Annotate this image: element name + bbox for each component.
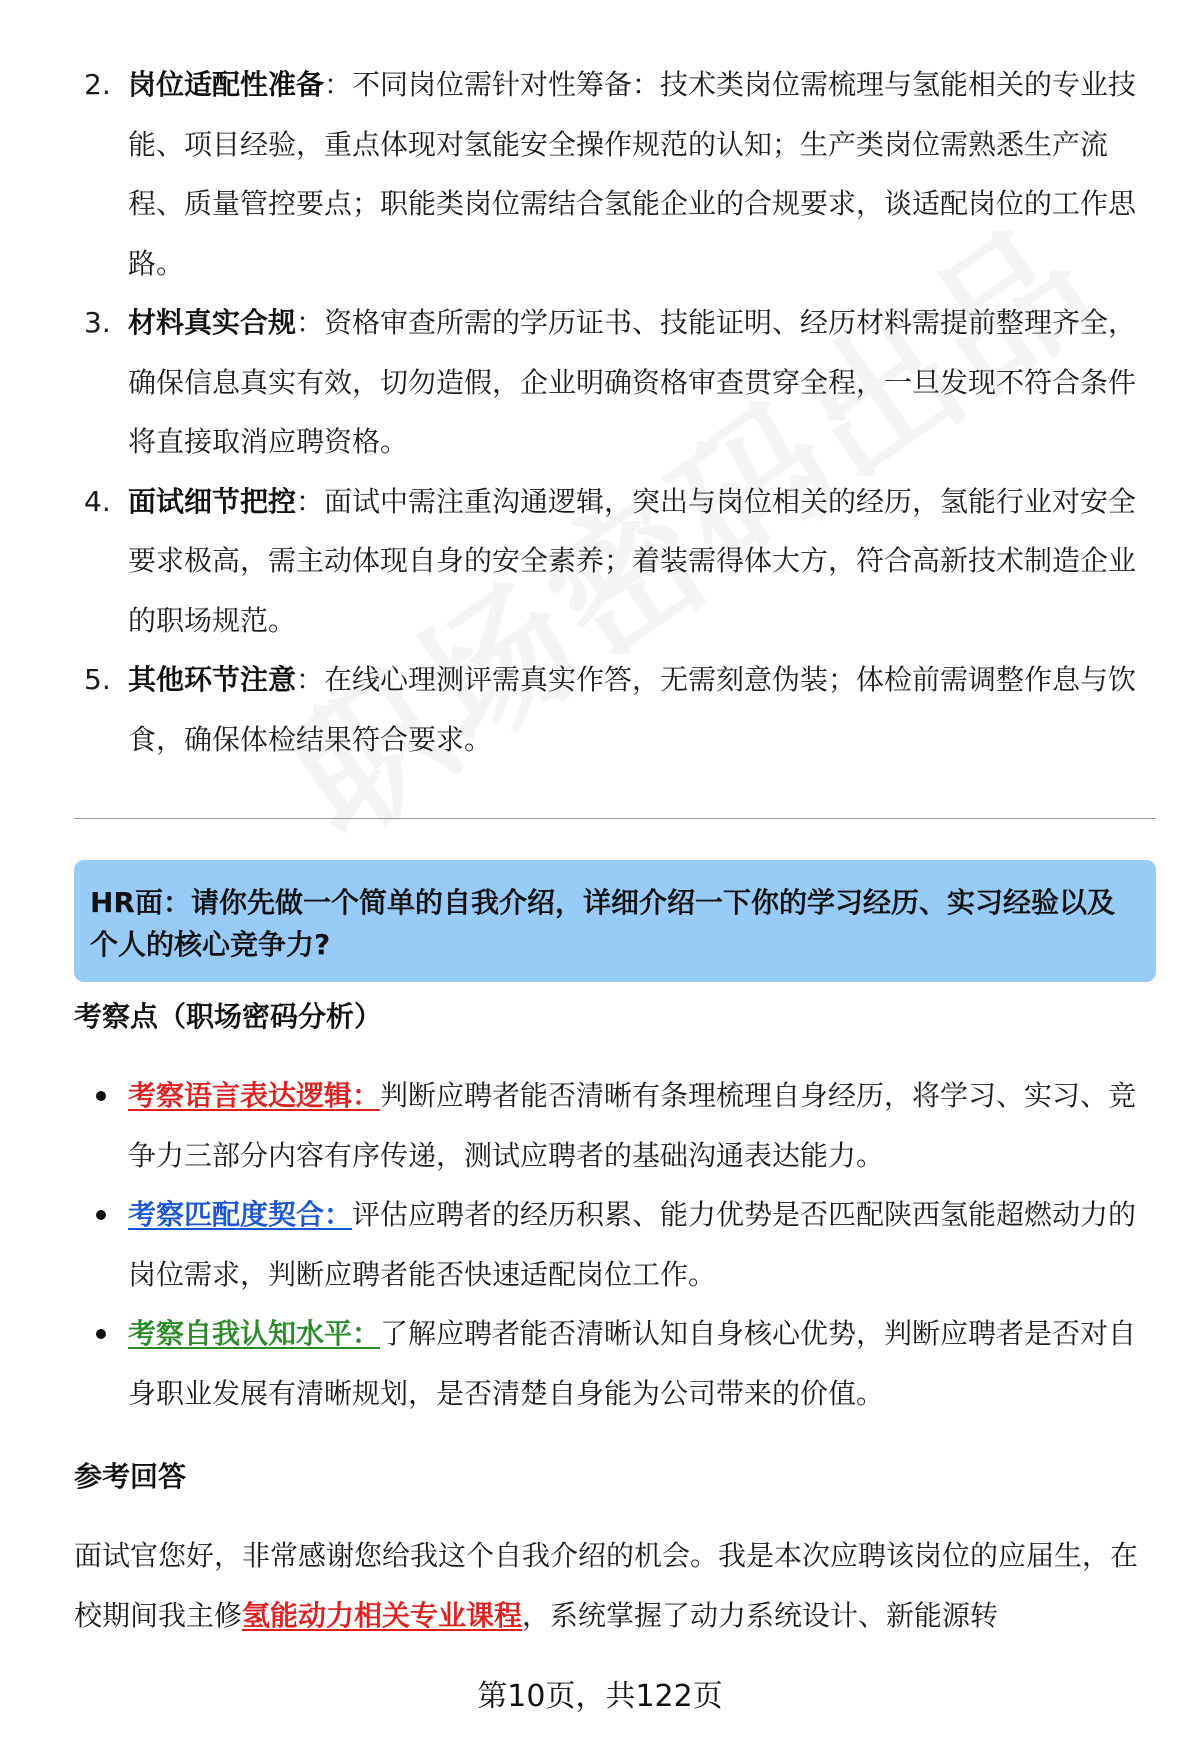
- point-label: 考察匹配度契合：: [128, 1198, 353, 1231]
- point-text: 判断应聘者能否清晰有条理梳理自身经历，将学习、实习、竞争力三部分内容有序传递，测试应聘者的基础沟通表达能力。: [128, 1079, 1137, 1172]
- point-text: 评估应聘者的经历积累、能力优势是否匹配陕西氢能超燃动力的岗位需求，判断应聘者能否快速适配岗位工作。: [128, 1198, 1137, 1291]
- list-number: 4.: [84, 484, 111, 518]
- analysis-heading: 考察点（职场密码分析）: [74, 1000, 383, 1033]
- page-footer: 第10页，共122页: [477, 1679, 723, 1714]
- list-item: 5. 其他环节注意：在线心理测评需真实作答，无需刻意伪装；体检前需调整作息与饮食，确保体检结果符合要求。: [0, 650, 1146, 769]
- point-text: 了解应聘者能否清晰认知自身核心优势，判断应聘者是否对自身职业发展有清晰规划，是否清楚自身能为公司带来的价值。: [128, 1317, 1137, 1410]
- question-box: HR面：请你先做一个简单的自我介绍，详细介绍一下你的学习经历、实习经验以及个人的核心竞争力?: [74, 860, 1156, 982]
- bullet-icon: [96, 1091, 106, 1101]
- tip-text: 资格审查所需的学历证书、技能证明、经历材料需提前整理齐全，确保信息真实有效，切勿造假，企业明确资格审查贯穿全程，一旦发现不符合条件将直接取消应聘资格。: [128, 306, 1137, 458]
- tip-title: 岗位适配性准备: [128, 68, 325, 101]
- list-item: 3. 材料真实合规：资格审查所需的学历证书、技能证明、经历材料需提前整理齐全，确保信息真实有效，切勿造假，企业明确资格审查贯穿全程，一旦发现不符合条件将直接取消应聘资格。: [0, 293, 1146, 472]
- section-divider: [74, 818, 1156, 819]
- tip-text: 面试中需注重沟通逻辑，突出与岗位相关的经历，氢能行业对安全要求极高，需主动体现自身的安全素养；着装需得体大方，符合高新技术制造企业的职场规范。: [128, 484, 1137, 637]
- list-item: [0, 1185, 1146, 1304]
- tip-text: 在线心理测评需真实作答，无需刻意伪装；体检前需调整作息与饮食，确保体检结果符合要求。: [128, 663, 1137, 756]
- list-item: 4. 面试细节把控：面试中需注重沟通逻辑，突出与岗位相关的经历，氢能行业对安全要求极高，需主动体现自身的安全素养；着装需得体大方，符合高新技术制造企业的职场规范。: [0, 472, 1146, 651]
- tips-list: [0, 55, 1200, 769]
- answer-paragraph: 面试官您好，非常感谢您给我这个自我介绍的机会。我是本次应聘该岗位的应届生，在校期间我主修氢能动力相关专业课程，系统掌握了动力系统设计、新能源转: [74, 1539, 1139, 1632]
- list-item: [0, 1304, 1146, 1423]
- tip-text: 不同岗位需针对性筹备：技术类岗位需梳理与氢能相关的专业技能、项目经验，重点体现对氢能安全操作规范的认知；生产类岗位需熟悉生产流程、质量管控要点；职能类岗位需结合氢能企业的合规要求，谈适配岗位的工作思路。: [128, 68, 1137, 280]
- point-label: 考察语言表达逻辑：: [128, 1079, 381, 1112]
- point-label: 考察自我认知水平：: [128, 1317, 381, 1350]
- answer-highlight: 氢能动力相关专业课程: [242, 1598, 523, 1632]
- bullet-icon: [96, 1329, 106, 1339]
- list-number: 5.: [84, 663, 111, 696]
- list-number: 3.: [84, 306, 111, 339]
- tip-title: 材料真实合规: [128, 306, 297, 339]
- list-number: 2.: [84, 68, 111, 101]
- tip-title: 面试细节把控: [128, 484, 297, 518]
- tip-title: 其他环节注意: [128, 663, 297, 696]
- list-item: 2. 岗位适配性准备：不同岗位需针对性筹备：技术类岗位需梳理与氢能相关的专业技能、项目经验，重点体现对氢能安全操作规范的认知；生产类岗位需熟悉生产流程、质量管控要点；职能类岗位需结合氢能企业的合规要求，谈适配岗位的工作思路。: [0, 55, 1146, 293]
- list-item: [0, 1066, 1146, 1185]
- analysis-points: [0, 1066, 1200, 1423]
- bullet-icon: [96, 1210, 106, 1220]
- answer-heading: 参考回答: [74, 1460, 187, 1493]
